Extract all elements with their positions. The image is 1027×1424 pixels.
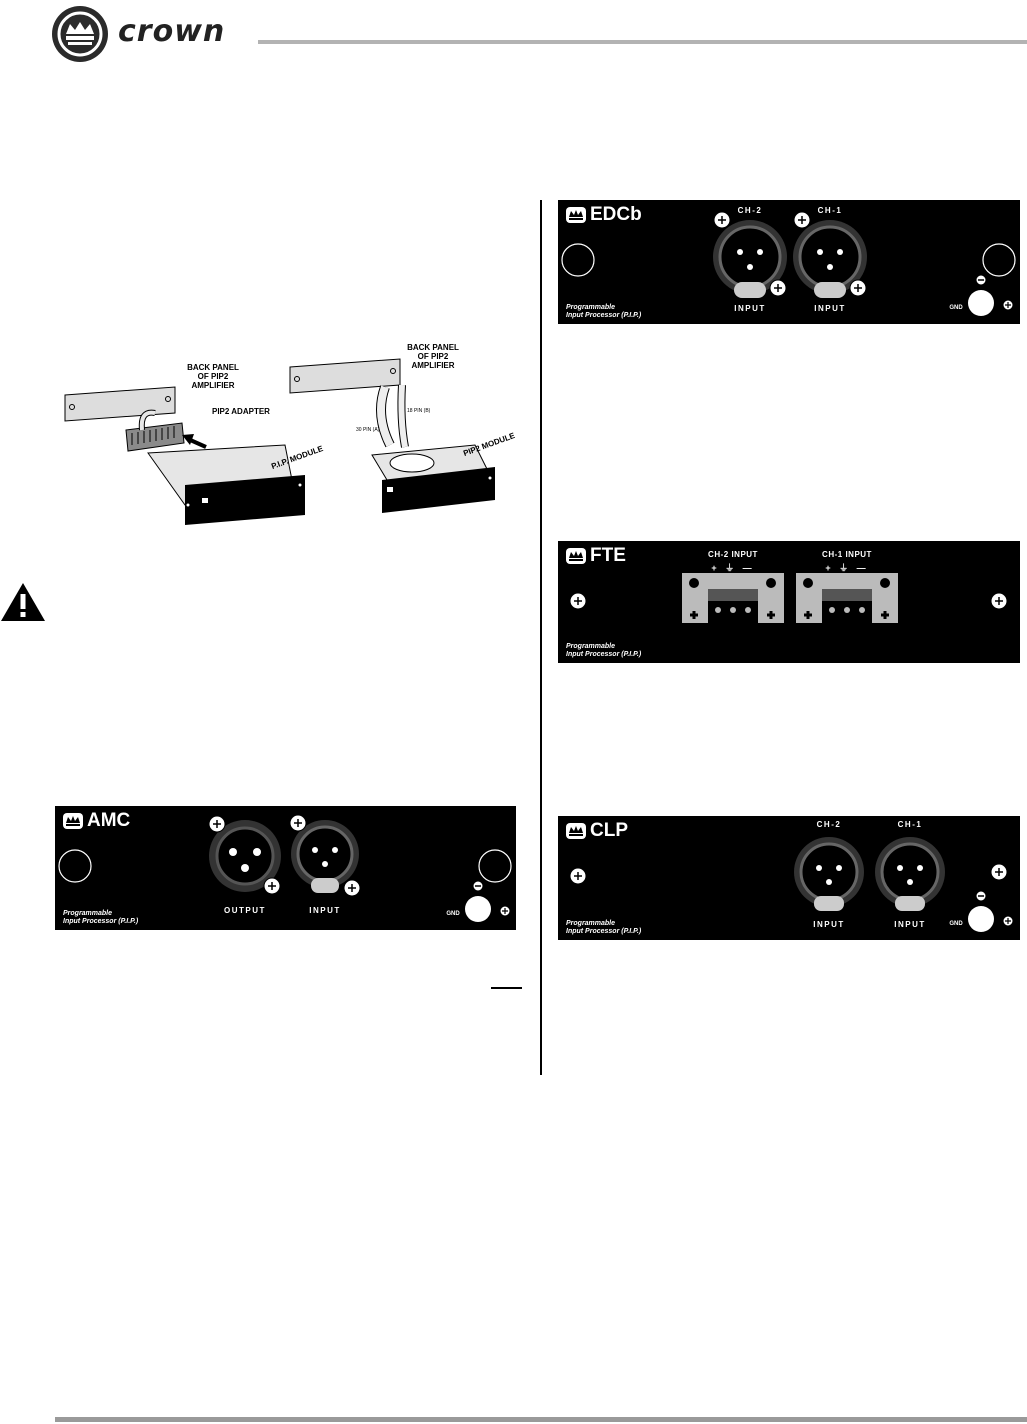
amc-name: AMC	[87, 810, 131, 831]
fte-ch2-polarity: + ⏚ —	[711, 563, 755, 573]
footer-rule	[55, 1417, 1027, 1422]
clp-name: CLP	[590, 820, 628, 841]
fte-ch1-input-label: CH-1 INPUT	[822, 550, 872, 559]
edcb-input1-label: INPUT	[814, 304, 846, 313]
clp-input2-label: INPUT	[813, 920, 845, 929]
right-back-panel-label: BACK PANEL OF PIP2 AMPLIFIER	[407, 343, 459, 370]
clp-input1-label: INPUT	[894, 920, 926, 929]
clp-ch2-label: CH-2	[816, 820, 842, 829]
fte-panel	[558, 541, 1020, 663]
edcb-name: EDCb	[590, 204, 642, 225]
adapter-label: PIP2 ADAPTER	[212, 407, 270, 416]
clp-brand	[566, 820, 628, 842]
crown-icon	[566, 823, 586, 839]
installation-diagram	[60, 335, 530, 535]
pip2-module-label: PIP2 MODULE	[462, 430, 517, 459]
edcb-gnd-label: GND	[949, 305, 963, 311]
brand-wordmark: crown	[118, 14, 226, 49]
amc-panel	[55, 806, 516, 930]
pin-label-a: 30 PIN (A)	[356, 427, 380, 433]
amc-brand	[63, 810, 130, 832]
amc-output-label: OUTPUT	[224, 906, 266, 915]
clp-gnd-label: GND	[949, 921, 963, 927]
crown-emblem-icon	[50, 4, 110, 64]
column-divider	[540, 200, 542, 1075]
warning-icon	[0, 582, 46, 622]
clp-subtitle: Programmable Input Processor (P.I.P.)	[566, 920, 642, 935]
edcb-input2-label: INPUT	[734, 304, 766, 313]
edcb-panel	[558, 200, 1020, 324]
fte-ch2-input-label: CH-2 INPUT	[708, 550, 758, 559]
fte-subtitle: Programmable Input Processor (P.I.P.)	[566, 643, 642, 658]
crown-icon	[63, 813, 83, 829]
edcb-brand	[566, 204, 642, 226]
header-rule	[258, 40, 1027, 44]
clp-ch1-label: CH-1	[897, 820, 923, 829]
edcb-subtitle: Programmable Input Processor (P.I.P.)	[566, 304, 642, 319]
left-back-panel-label: BACK PANEL OF PIP2 AMPLIFIER	[187, 363, 239, 390]
underline-mark	[491, 987, 522, 989]
edcb-ch1-label: CH-1	[817, 206, 843, 215]
amc-gnd-label: GND	[446, 911, 460, 917]
fte-brand	[566, 545, 626, 567]
pin-label-b: 18 PIN (B)	[407, 408, 431, 414]
fte-ch1-polarity: + ⏚ —	[825, 563, 869, 573]
crown-logo	[50, 4, 110, 64]
amc-subtitle: Programmable Input Processor (P.I.P.)	[63, 910, 139, 925]
fte-name: FTE	[590, 545, 626, 566]
crown-icon	[566, 207, 586, 223]
amc-input-label: INPUT	[309, 906, 341, 915]
edcb-ch2-label: CH-2	[737, 206, 763, 215]
pip-module-label: P.I.P. MODULE	[270, 443, 325, 472]
clp-panel	[558, 816, 1020, 940]
crown-icon	[566, 548, 586, 564]
